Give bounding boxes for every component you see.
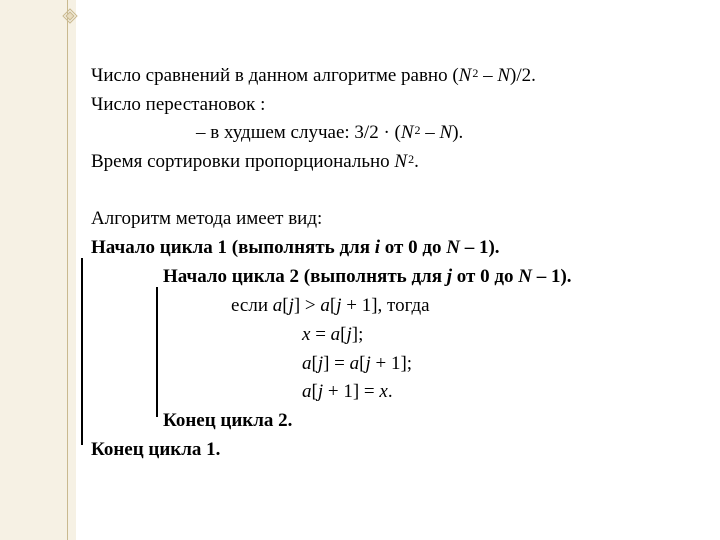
text-line-loop1-start: Начало цикла 1 (выполнять для i от 0 до N – 1). bbox=[91, 237, 500, 258]
loop2-bracket bbox=[156, 287, 158, 417]
text-line-assign-aj1: a[j + 1] = x. bbox=[302, 381, 393, 402]
text-line-swaps: Число перестановок : bbox=[91, 94, 266, 115]
text-line-comparisons: Число сравнений в данном алгоритме равно $(N^2 - N)/2$. bbox=[91, 65, 536, 86]
ornament-icon bbox=[62, 8, 78, 24]
text-line-loop1-end: Конец цикла 1. bbox=[91, 439, 221, 460]
text-line-time: Время сортировки пропорционально $N^2$. bbox=[91, 151, 419, 172]
text-line-assign-aj: a[j] = a[j + 1]; bbox=[302, 353, 413, 374]
text-line-if: если a[j] > a[j + 1], тогда bbox=[231, 295, 430, 316]
sidebar-line bbox=[67, 0, 68, 540]
text-line-loop2-end: Конец цикла 2. bbox=[163, 410, 293, 431]
decorative-sidebar bbox=[0, 0, 76, 540]
text-line-loop2-start: Начало цикла 2 (выполнять для j от 0 до N – 1). bbox=[163, 266, 572, 287]
text-line-assign-x: x = a[j]; bbox=[302, 324, 364, 345]
text-line-worst-case: – в худшем случае: $3/2 \cdot (N^2 - N)$. bbox=[196, 122, 464, 143]
text-line-algorithm-heading: Алгоритм метода имеет вид: bbox=[91, 208, 323, 229]
loop1-bracket bbox=[81, 258, 83, 445]
